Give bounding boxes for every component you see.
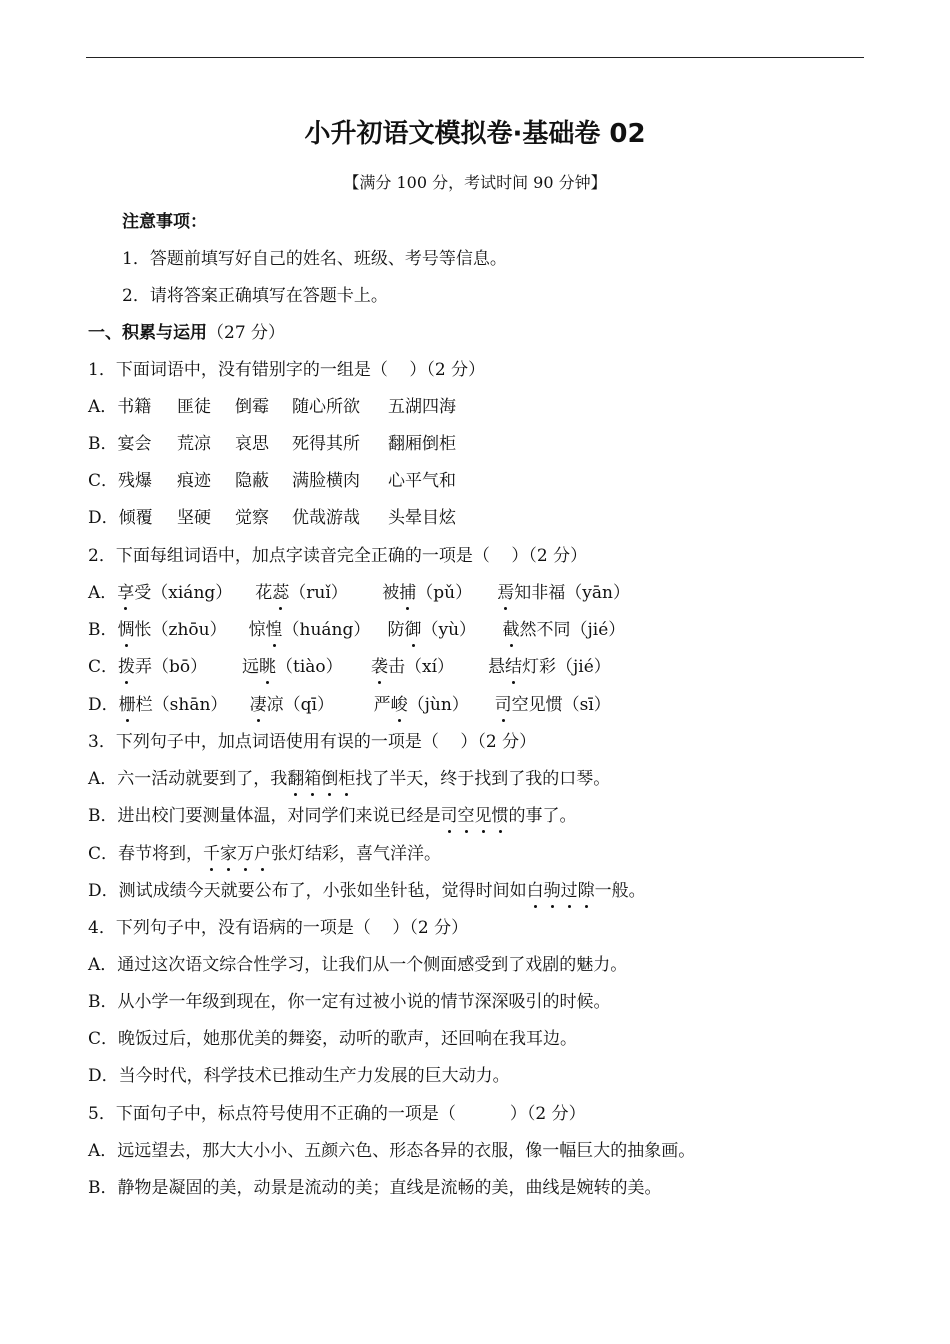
question-4-option-a: A．通过这次语文综合性学习，让我们从一个侧面感受到了戏剧的魅力。 [88, 955, 628, 975]
question-4-option-b: B．从小学一年级到现在，你一定有过被小说的情节深深吸引的时候。 [88, 992, 611, 1012]
question-4-option-d: D．当今时代，科学技术已推动生产力发展的巨大动力。 [88, 1066, 510, 1086]
question-1-option-b: B．宴会 荒凉 哀思 死得其所 翻厢倒柜 [88, 434, 456, 454]
question-3-option-b: B．进出校门要测量体温，对同学们来说已经是司空见惯的事了。 [88, 803, 868, 829]
question-3-option-d: D．测试成绩今天就要公布了，小张如坐针毡，觉得时间如白驹过隙一般。 [88, 878, 868, 904]
question-1-option-d: D．倾覆 坚硬 觉察 优哉游哉 头晕目炫 [88, 508, 456, 528]
question-4-stem: 4．下列句子中，没有语病的一项是（ ）（2 分） [88, 918, 469, 938]
question-4-option-c: C．晚饭过后，她那优美的舞姿，动听的歌声，还回响在我耳边。 [88, 1029, 578, 1049]
question-2-option-c: C．拨弄（bō） 远眺（tiào） 袭击（xí） 悬结灯彩（jié） [88, 654, 868, 680]
question-5-option-a: A．远远望去，那大大小小、五颜六色、形态各异的衣服，像一幅巨大的抽象画。 [88, 1141, 696, 1161]
question-2-option-b: B．惆怅（zhōu） 惊惶（huáng） 防御（yù） 截然不同（jié） [88, 617, 868, 643]
question-1-stem: 1．下面词语中，没有错别字的一组是（ ）（2 分） [88, 360, 486, 380]
emphasized-phrase: 千家万户 [203, 844, 271, 864]
header-rule [86, 57, 864, 58]
question-3-option-c: C．春节将到，千家万户张灯结彩，喜气洋洋。 [88, 841, 868, 867]
emphasized-phrase: 翻箱倒柜 [287, 769, 355, 789]
page-subtitle: 【满分 100 分，考试时间 90 分钟】 [343, 173, 607, 192]
note-item: 1．答题前填写好自己的姓名、班级、考号等信息。 [122, 249, 507, 269]
note-item: 2．请将答案正确填写在答题卡上。 [122, 286, 388, 306]
question-2-option-a: A．享受（xiáng） 花蕊（ruǐ） 被捕（pǔ） 焉知非福（yān） [88, 580, 868, 606]
question-1-option-c: C．残爆 痕迹 隐蔽 满脸横肉 心平气和 [88, 471, 456, 491]
question-5-option-b: B．静物是凝固的美，动景是流动的美；直线是流畅的美，曲线是婉转的美。 [88, 1178, 662, 1198]
section-title: 一、积累与运用 [88, 323, 207, 343]
question-3-stem: 3．下列句子中，加点词语使用有误的一项是（ ）（2 分） [88, 732, 537, 752]
page-title: 小升初语文模拟卷·基础卷 02 [304, 119, 646, 149]
emphasized-phrase: 白驹过隙 [527, 881, 595, 901]
question-1-option-a: A．书籍 匪徒 倒霉 随心所欲 五湖四海 [88, 397, 456, 417]
emphasized-phrase: 司空见惯 [441, 806, 509, 826]
question-2-option-d: D．栅栏（shān） 凄凉（qī） 严峻（jùn） 司空见惯（sī） [88, 692, 868, 718]
section-heading [88, 320, 868, 346]
question-2-stem: 2．下面每组词语中，加点字读音完全正确的一项是（ ）（2 分） [88, 546, 588, 566]
notes-heading: 注意事项： [122, 212, 207, 232]
section-score: （27 分） [207, 323, 286, 343]
question-5-stem: 5．下面句子中，标点符号使用不正确的一项是（ ）（2 分） [88, 1104, 586, 1124]
question-3-option-a: A．六一活动就要到了，我翻箱倒柜找了半天，终于找到了我的口琴。 [88, 766, 868, 792]
